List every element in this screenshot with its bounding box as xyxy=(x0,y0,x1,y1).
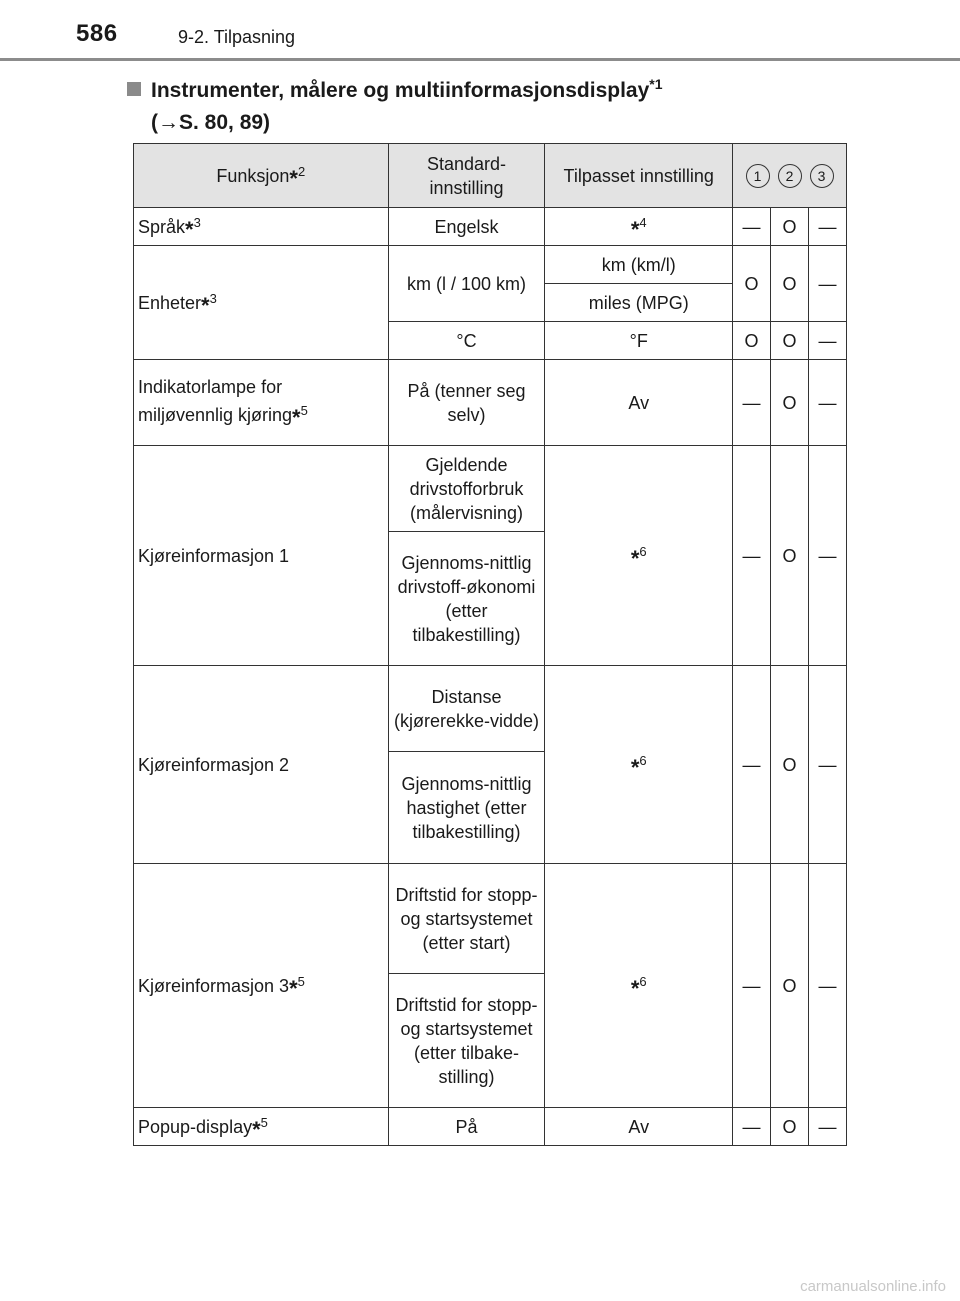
page-reference: S. 80, 89) xyxy=(179,111,271,134)
table-row: Gjennoms-nittlig drivstoff-økonomi (etter tilbakestilling) xyxy=(134,532,847,666)
square-bullet-icon xyxy=(127,82,141,96)
table-row: miles (MPG) xyxy=(134,284,847,322)
table-row: Driftstid for stopp- og startsystemet (etter tilbake-stilling) xyxy=(134,974,847,1108)
heading-title: Instrumenter, målere og multiinformasjonsdisplay xyxy=(151,79,650,102)
section-heading xyxy=(127,68,663,139)
watermark: carmanualsonline.info xyxy=(800,1278,946,1295)
ref-open: ( xyxy=(151,111,158,134)
table-row: Enheter*$^3$ km (l / 100 km) km (km/l) O O — xyxy=(134,246,847,284)
table-row: Indikatorlampe for miljøvennlig kjøring*$^5$ På (tenner seg selv) Av — O — xyxy=(134,360,847,446)
settings-table xyxy=(133,143,847,1146)
arrow-icon: → xyxy=(158,111,179,134)
header-numbers xyxy=(733,144,847,208)
header-rule xyxy=(0,58,960,61)
header-tilpasset: Tilpasset innstilling xyxy=(545,144,733,208)
table-row: Språk*$^3$ Engelsk *$^4$ — O — xyxy=(134,208,847,246)
table-row: Popup-display*$^5$ På Av — O — xyxy=(134,1108,847,1146)
section-title: 9-2. Tilpasning xyxy=(178,27,296,47)
heading-footnote: *1 xyxy=(649,76,663,92)
table-row: Kjøreinformasjon 2 Distanse (kjørerekke-vidde) *$^6$ — O — xyxy=(134,666,847,752)
table-header-row xyxy=(134,144,847,208)
number-3-icon: 3 xyxy=(810,164,834,188)
table-row: Kjøreinformasjon 1 Gjeldende drivstofforbruk (målervisning) *$^6$ — O — xyxy=(134,446,847,532)
number-1-icon: 1 xyxy=(746,164,770,188)
table-row: °C °F O O — xyxy=(134,322,847,360)
number-2-icon: 2 xyxy=(778,164,802,188)
page-number: 586 xyxy=(76,20,118,47)
header-standard: Standard-innstilling xyxy=(388,144,545,208)
table-row: Kjøreinformasjon 3*$^5$ Driftstid for stopp- og startsystemet (etter start) *$^6$ — O — xyxy=(134,864,847,974)
header-funksjon: Funksjon*$^2$ xyxy=(134,144,389,208)
table-row: Gjennoms-nittlig hastighet (etter tilbakestilling) xyxy=(134,752,847,864)
